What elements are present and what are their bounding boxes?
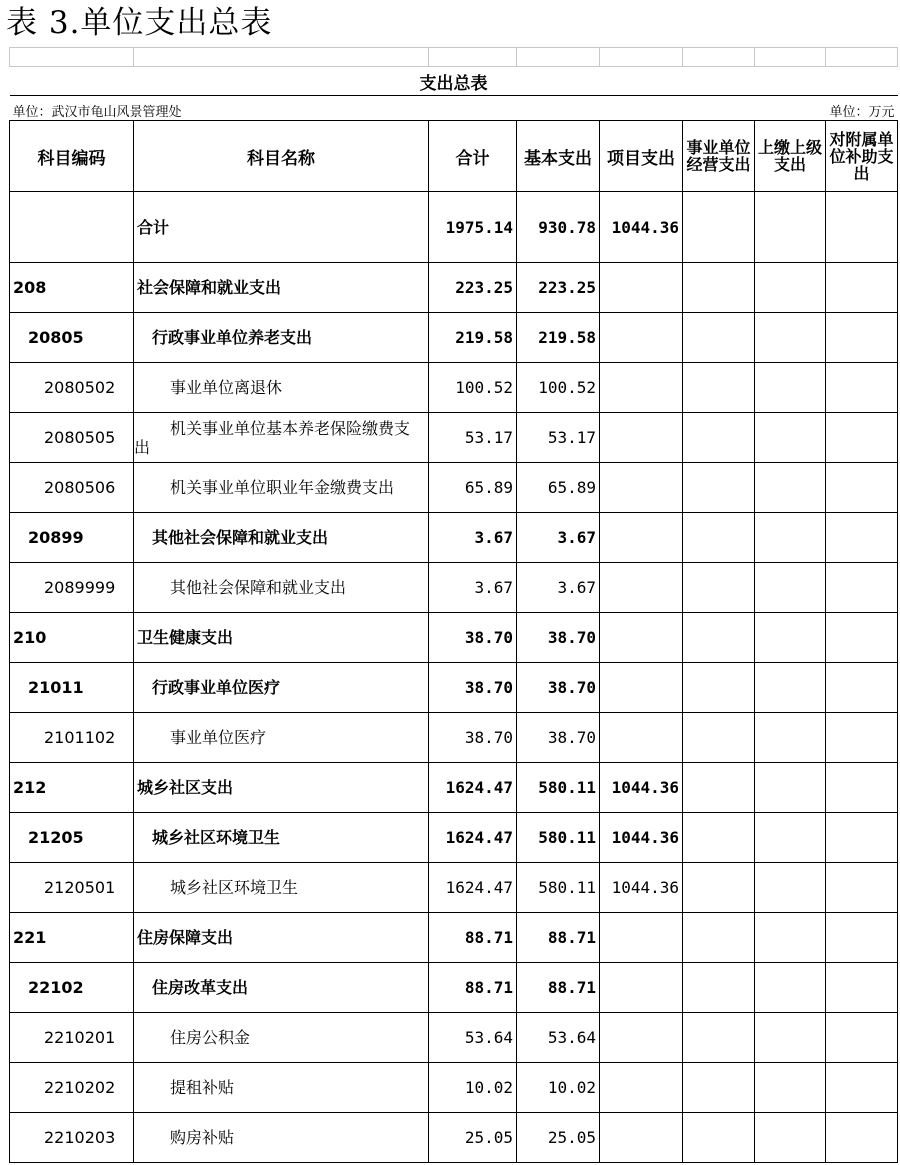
table-row [10,813,898,863]
total-total: 1975.14 [429,192,517,263]
row-business [683,813,755,863]
row-total: 3.67 [429,513,517,563]
row-project [600,363,683,413]
row-total: 1624.47 [429,863,517,913]
row-name: 住房改革支出 [134,963,429,1013]
row-remit [755,663,826,713]
row-business [683,713,755,763]
row-subsidy [826,513,898,563]
row-total: 88.71 [429,913,517,963]
row-business [683,763,755,813]
row-code: 2210202 [10,1063,134,1113]
row-subsidy [826,663,898,713]
row-name: 机关事业单位基本养老保险缴费支出 [134,413,429,463]
row-total: 1624.47 [429,813,517,863]
unit-money-label: 单位：万元 [829,105,895,120]
row-name: 城乡社区支出 [134,763,429,813]
row-subsidy [826,563,898,613]
row-total: 100.52 [429,363,517,413]
row-project [600,513,683,563]
row-code: 210 [10,613,134,663]
row-business [683,363,755,413]
row-basic: 223.25 [517,263,600,313]
row-project: 1044.36 [600,763,683,813]
row-name: 事业单位离退休 [134,363,429,413]
row-basic: 38.70 [517,663,600,713]
row-remit [755,813,826,863]
table-row [10,863,898,913]
document-title: 表 3.单位支出总表 [6,5,273,41]
table-row [10,763,898,813]
row-remit [755,313,826,363]
row-remit [755,863,826,913]
row-remit [755,913,826,963]
row-business [683,513,755,563]
row-business [683,1063,755,1113]
row-business [683,463,755,513]
row-code: 2089999 [10,563,134,613]
table-row [10,363,898,413]
header-subsidy: 对附属单位补助支出 [826,121,898,192]
row-business [683,263,755,313]
row-basic: 580.11 [517,813,600,863]
row-code: 208 [10,263,134,313]
table-row [10,463,898,513]
row-name: 其他社会保障和就业支出 [134,513,429,563]
row-subsidy [826,863,898,913]
row-project [600,913,683,963]
row-basic: 38.70 [517,613,600,663]
row-total: 3.67 [429,563,517,613]
row-remit [755,1063,826,1113]
row-name: 行政事业单位医疗 [134,663,429,713]
row-subsidy [826,1063,898,1113]
row-basic: 3.67 [517,513,600,563]
row-total: 223.25 [429,263,517,313]
row-project [600,413,683,463]
row-total: 25.05 [429,1113,517,1163]
row-name: 卫生健康支出 [134,613,429,663]
row-project [600,563,683,613]
table-row [10,663,898,713]
row-total: 65.89 [429,463,517,513]
row-basic: 219.58 [517,313,600,363]
row-business [683,1113,755,1163]
row-business [683,963,755,1013]
row-subsidy [826,613,898,663]
row-remit [755,563,826,613]
row-subsidy [826,313,898,363]
row-total: 1624.47 [429,763,517,813]
row-total: 219.58 [429,313,517,363]
row-subsidy [826,763,898,813]
total-code [10,192,134,263]
spacer-row [10,48,898,67]
row-project: 1044.36 [600,813,683,863]
header-project: 项目支出 [600,121,683,192]
row-code: 2101102 [10,713,134,763]
row-basic: 65.89 [517,463,600,513]
header-basic: 基本支出 [517,121,600,192]
total-row [10,192,898,263]
row-project [600,613,683,663]
row-business [683,313,755,363]
row-project: 1044.36 [600,863,683,913]
table-row [10,1063,898,1113]
row-code: 21205 [10,813,134,863]
row-code: 2080502 [10,363,134,413]
table-row [10,613,898,663]
row-code: 22102 [10,963,134,1013]
row-name: 提租补贴 [134,1063,429,1113]
row-total: 38.70 [429,713,517,763]
table-row [10,1013,898,1063]
row-code: 2080505 [10,413,134,463]
unit-org-label: 单位：武汉市龟山风景管理处 [12,105,182,120]
table-row [10,713,898,763]
row-name: 住房公积金 [134,1013,429,1063]
row-basic: 25.05 [517,1113,600,1163]
row-code: 212 [10,763,134,813]
row-code: 2120501 [10,863,134,913]
header-total: 合计 [429,121,517,192]
row-total: 53.64 [429,1013,517,1063]
table-row [10,563,898,613]
row-total: 10.02 [429,1063,517,1113]
row-code: 2210201 [10,1013,134,1063]
row-subsidy [826,913,898,963]
row-project [600,963,683,1013]
table-row [10,313,898,363]
row-basic: 38.70 [517,713,600,763]
row-remit [755,263,826,313]
row-subsidy [826,363,898,413]
row-subsidy [826,813,898,863]
row-total: 88.71 [429,963,517,1013]
row-project [600,463,683,513]
row-total: 53.17 [429,413,517,463]
row-basic: 88.71 [517,913,600,963]
row-name: 社会保障和就业支出 [134,263,429,313]
row-remit [755,513,826,563]
row-code: 20899 [10,513,134,563]
table-row [10,513,898,563]
row-code: 2210203 [10,1113,134,1163]
total-name: 合计 [134,192,429,263]
table-row [10,413,898,463]
table-title: 支出总表 [10,67,898,96]
expenditure-table [9,47,898,1163]
row-code: 221 [10,913,134,963]
row-subsidy [826,263,898,313]
row-remit [755,1013,826,1063]
row-business [683,913,755,963]
row-name: 事业单位医疗 [134,713,429,763]
row-remit [755,963,826,1013]
row-subsidy [826,1013,898,1063]
row-business [683,863,755,913]
row-business [683,563,755,613]
row-code: 2080506 [10,463,134,513]
row-basic: 580.11 [517,863,600,913]
row-business [683,613,755,663]
table-row [10,963,898,1013]
header-remit: 上缴上级支出 [755,121,826,192]
row-basic: 3.67 [517,563,600,613]
table-row [10,913,898,963]
row-name: 城乡社区环境卫生 [134,863,429,913]
row-name: 机关事业单位职业年金缴费支出 [134,463,429,513]
table-row [10,263,898,313]
row-basic: 88.71 [517,963,600,1013]
row-code: 20805 [10,313,134,363]
row-name: 其他社会保障和就业支出 [134,563,429,613]
row-project [600,263,683,313]
row-total: 38.70 [429,663,517,713]
row-basic: 53.64 [517,1013,600,1063]
row-basic: 10.02 [517,1063,600,1113]
row-business [683,1013,755,1063]
row-remit [755,1113,826,1163]
total-project: 1044.36 [600,192,683,263]
header-business: 事业单位经营支出 [683,121,755,192]
row-remit [755,763,826,813]
row-name: 住房保障支出 [134,913,429,963]
row-code: 21011 [10,663,134,713]
row-remit [755,363,826,413]
total-remit [755,192,826,263]
row-subsidy [826,713,898,763]
total-basic: 930.78 [517,192,600,263]
row-project [600,713,683,763]
header-code: 科目编码 [10,121,134,192]
table-row [10,1113,898,1163]
row-remit [755,463,826,513]
row-business [683,663,755,713]
row-project [600,663,683,713]
header-row [10,121,898,192]
row-subsidy [826,1113,898,1163]
row-remit [755,613,826,663]
row-total: 38.70 [429,613,517,663]
total-business [683,192,755,263]
row-basic: 100.52 [517,363,600,413]
row-business [683,413,755,463]
header-name: 科目名称 [134,121,429,192]
row-project [600,1063,683,1113]
row-name: 行政事业单位养老支出 [134,313,429,363]
row-name: 购房补贴 [134,1113,429,1163]
row-subsidy [826,413,898,463]
table-caption-row [10,67,898,96]
total-subsidy [826,192,898,263]
row-basic: 53.17 [517,413,600,463]
row-basic: 580.11 [517,763,600,813]
unit-row [10,96,898,121]
row-subsidy [826,463,898,513]
row-remit [755,713,826,763]
row-subsidy [826,963,898,1013]
row-name: 城乡社区环境卫生 [134,813,429,863]
row-project [600,313,683,363]
row-project [600,1113,683,1163]
row-project [600,1013,683,1063]
row-remit [755,413,826,463]
